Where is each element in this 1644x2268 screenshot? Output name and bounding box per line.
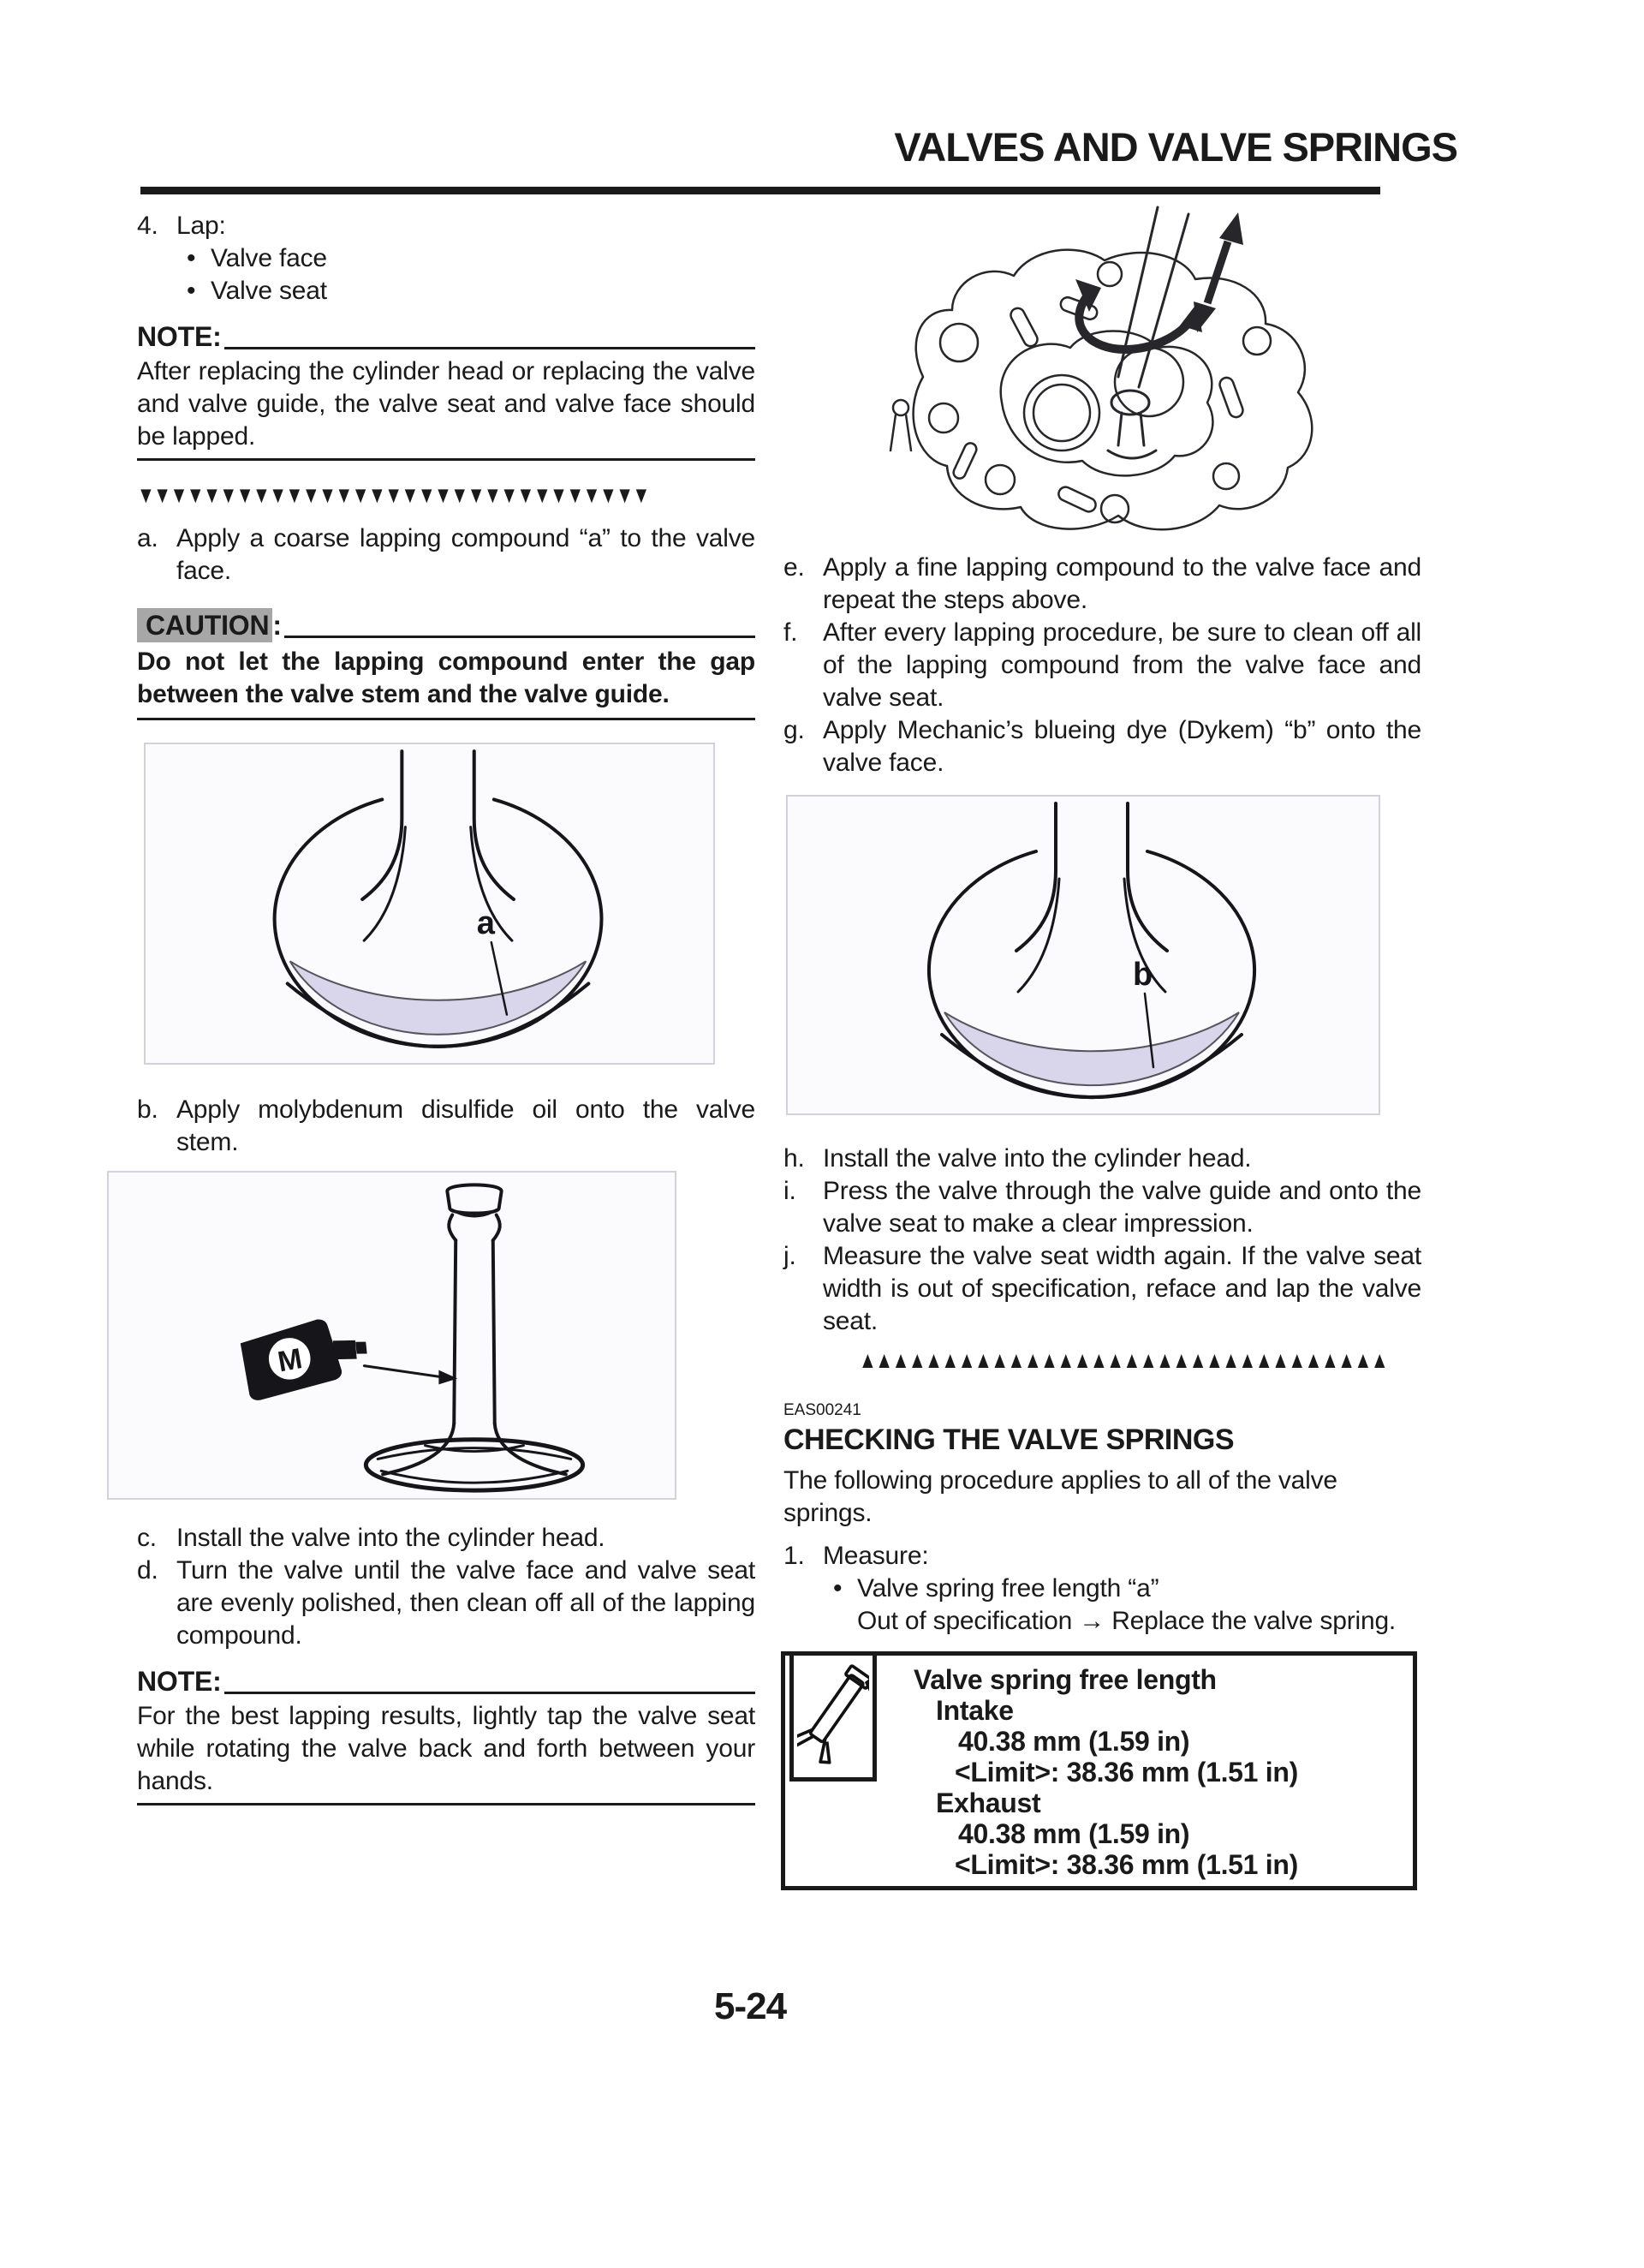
spec-label: Exhaust bbox=[936, 1788, 1041, 1818]
step-b bbox=[137, 1094, 755, 1159]
up-down-arrow-icon bbox=[1194, 212, 1243, 332]
step-letter: b. bbox=[137, 1095, 158, 1124]
note-label: NOTE: bbox=[137, 321, 222, 352]
section-intro: The following procedure applies to all of the valve springs. bbox=[783, 1466, 1337, 1527]
spec-label: Intake bbox=[936, 1695, 1014, 1726]
step-number: 1. bbox=[783, 1542, 805, 1570]
measure-result: Out of specification → Replace the valve spring. bbox=[857, 1607, 1397, 1635]
spec-value: 40.38 mm (1.59 in) bbox=[958, 1818, 1190, 1849]
note-underline bbox=[224, 1692, 755, 1694]
step-letter: j. bbox=[783, 1242, 796, 1270]
section-code: EAS00241 bbox=[783, 1401, 861, 1419]
valve-face-figure-a bbox=[144, 743, 715, 1065]
step-e bbox=[783, 552, 1421, 617]
step-text: After every lapping procedure, be sure to clean off all of the lapping compound from the valve face and valve seat. bbox=[823, 618, 1421, 712]
step-a bbox=[137, 522, 755, 588]
valve-face-drawing bbox=[146, 744, 713, 1063]
step-j bbox=[783, 1240, 1421, 1338]
step-i bbox=[783, 1175, 1421, 1240]
step-letter: h. bbox=[783, 1144, 805, 1173]
bullet-dot: • bbox=[833, 1574, 843, 1603]
note-underline bbox=[224, 347, 755, 349]
page-number: 5-24 bbox=[714, 1985, 787, 2027]
step-text: Apply Mechanic’s blueing dye (Dykem) “b” onto the valve face. bbox=[823, 716, 1421, 777]
valve-face-drawing bbox=[788, 797, 1379, 1113]
step-letter: g. bbox=[783, 716, 805, 744]
step-letter: i. bbox=[783, 1177, 796, 1205]
caliper-icon bbox=[797, 1661, 869, 1772]
procedure-start-marker: ▼▼▼▼▼▼▼▼▼▼▼▼▼▼▼▼▼▼▼▼▼▼▼▼▼▼▼▼▼▼▼ bbox=[137, 482, 649, 509]
note-heading bbox=[137, 1664, 755, 1698]
bullet-valve-face bbox=[137, 242, 755, 275]
note-text: For the best lapping results, lightly tap the valve seat while rotating the valve back and forth between your hands. bbox=[137, 1702, 755, 1795]
caution-colon: : bbox=[272, 610, 282, 641]
caution-label: CAUTION bbox=[137, 608, 272, 642]
procedure-end-marker: ▲▲▲▲▲▲▲▲▲▲▲▲▲▲▲▲▲▲▲▲▲▲▲▲▲▲▲▲▲▲▲▲ bbox=[859, 1347, 1388, 1374]
spec-title: Valve spring free length bbox=[914, 1664, 1217, 1695]
step-text: Apply a coarse lapping compound “a” to the valve face. bbox=[176, 524, 755, 585]
step-g bbox=[783, 714, 1421, 779]
left-column bbox=[137, 210, 755, 1805]
cylinder-head-lapping-figure bbox=[856, 197, 1370, 540]
step-text: Apply a fine lapping compound to the valve face and repeat the steps above. bbox=[823, 553, 1421, 614]
caution-underline bbox=[284, 636, 755, 638]
bullet-dot: • bbox=[187, 244, 196, 272]
step-text: Install the valve into the cylinder head. bbox=[823, 1144, 1252, 1173]
page-title: VALVES AND VALVE SPRINGS bbox=[894, 124, 1457, 170]
step-h bbox=[783, 1143, 1421, 1175]
note-text: After replacing the cylinder head or replacing the valve and valve guide, the valve seat and valve face should be lapped. bbox=[137, 357, 755, 451]
spec-limit: <Limit>: 38.36 mm (1.51 in) bbox=[955, 1849, 1298, 1880]
step-text: Press the valve through the valve guide and onto the valve seat to make a clear impression. bbox=[823, 1177, 1421, 1238]
bullet-text: Valve seat bbox=[211, 277, 327, 305]
cylinder-head-drawing bbox=[856, 197, 1370, 540]
oil-bottle-icon bbox=[239, 1312, 372, 1402]
note-label: NOTE: bbox=[137, 1666, 222, 1697]
valve-face-figure-b bbox=[786, 795, 1380, 1115]
step-text: Measure: bbox=[823, 1542, 929, 1570]
valve-stem-drawing bbox=[109, 1173, 675, 1498]
step-d bbox=[137, 1555, 755, 1652]
step-letter: d. bbox=[137, 1556, 158, 1585]
step-letter: f. bbox=[783, 618, 798, 647]
spec-box-valve-spring-free-length bbox=[781, 1651, 1417, 1890]
bullet-valve-seat bbox=[137, 275, 755, 307]
section-heading: CHECKING THE VALVE SPRINGS bbox=[783, 1423, 1235, 1456]
step-text: Install the valve into the cylinder head. bbox=[176, 1524, 605, 1552]
note-heading bbox=[137, 319, 755, 354]
step-1-measure bbox=[783, 1540, 1421, 1573]
title-rule bbox=[140, 187, 1380, 194]
step-f bbox=[783, 617, 1421, 714]
step-c bbox=[137, 1522, 755, 1555]
divider-rule bbox=[137, 1803, 755, 1805]
spec-limit: <Limit>: 38.36 mm (1.51 in) bbox=[955, 1757, 1298, 1788]
bullet-text: Valve spring free length “a” bbox=[857, 1574, 1159, 1603]
bullet-valve-spring-free-length bbox=[783, 1573, 1421, 1605]
right-column bbox=[783, 197, 1421, 1890]
bullet-text: Valve face bbox=[211, 244, 327, 272]
step-4 bbox=[137, 210, 755, 242]
valve-stem-oil-figure bbox=[107, 1171, 676, 1500]
caution-heading bbox=[137, 608, 755, 642]
step-letter: e. bbox=[783, 553, 805, 582]
spec-value: 40.38 mm (1.59 in) bbox=[958, 1726, 1190, 1757]
bullet-dot: • bbox=[187, 277, 196, 305]
divider-rule bbox=[137, 458, 755, 461]
step-text: Turn the valve until the valve face and valve seat are evenly polished, then clean off all of the lapping compound. bbox=[176, 1556, 755, 1650]
step-text: Apply molybdenum disulfide oil onto the valve stem. bbox=[176, 1095, 755, 1156]
step-text: Measure the valve seat width again. If the valve seat width is out of specification, reface and lap the valve seat. bbox=[823, 1242, 1421, 1335]
caution-text: Do not let the lapping compound enter the gap between the valve stem and the valve guide. bbox=[137, 648, 755, 708]
step-letter: c. bbox=[137, 1524, 157, 1552]
divider-rule bbox=[137, 718, 755, 720]
step-letter: a. bbox=[137, 524, 158, 552]
molybdenum-oil-label: M bbox=[275, 1343, 305, 1379]
figure-label-a: a bbox=[476, 904, 495, 942]
caliper-icon-box bbox=[789, 1651, 877, 1782]
step-text: Lap: bbox=[176, 212, 226, 240]
step-number: 4. bbox=[137, 212, 158, 240]
figure-label-b: b bbox=[1133, 957, 1153, 993]
